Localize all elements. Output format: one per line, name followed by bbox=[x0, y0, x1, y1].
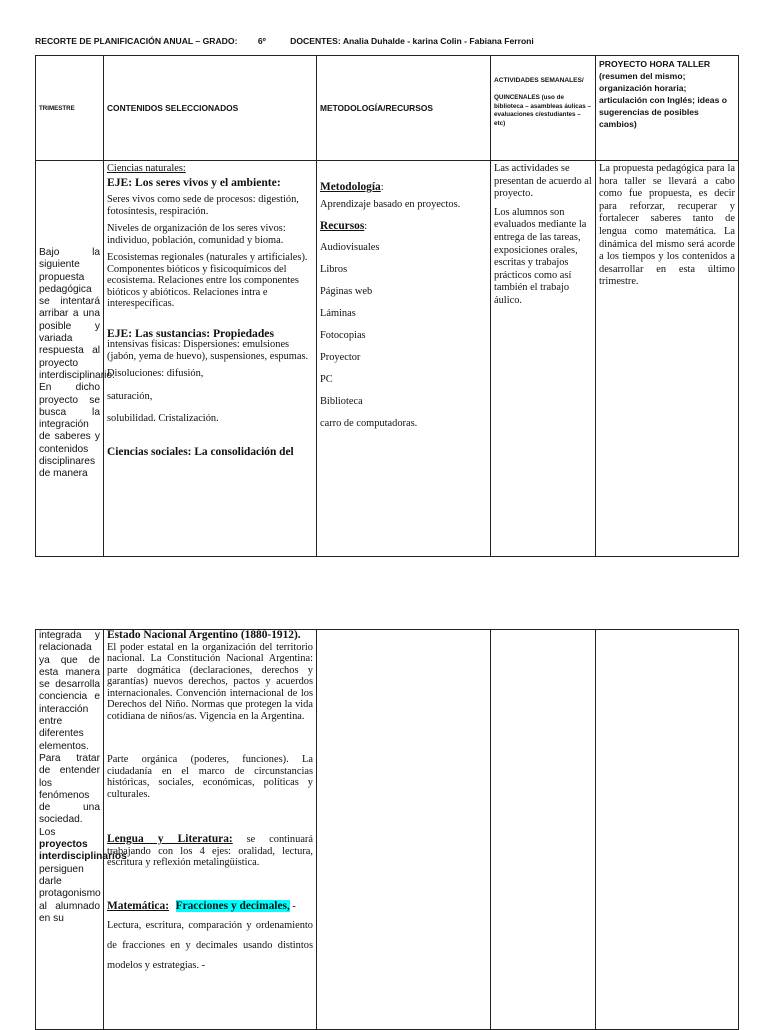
proyecto-cell-continued bbox=[596, 630, 739, 1030]
header-grado: 6º bbox=[257, 36, 266, 46]
contenido-dispersiones: intensivas físicas: Dispersiones: emulsiones (jabón, yema de huevo), suspensiones, espumas. bbox=[107, 339, 309, 362]
planning-table-page2 bbox=[35, 629, 739, 1030]
metodologia-cell bbox=[317, 161, 491, 557]
actividades-cell bbox=[491, 161, 596, 557]
col-header-contenidos: CONTENIDOS SELECCIONADOS bbox=[104, 56, 317, 161]
contenido-matematica bbox=[107, 901, 313, 913]
recurso-item: carro de computadoras. bbox=[320, 418, 418, 429]
metodologia-text: Aprendizaje basado en proyectos. bbox=[320, 199, 461, 210]
contenido-parte-organica: Parte orgánica (poderes, funciones). La ciudadanía en el marco de circunstancias históricas, sociales, económicas, políticas y culturales. bbox=[107, 754, 313, 800]
trimestre-cell-continued bbox=[36, 630, 127, 1030]
trimestre-text-part2c: persiguen darle protagonismo al alumnado en su bbox=[39, 863, 101, 924]
recurso-item: Fotocopias bbox=[320, 330, 366, 341]
cn-title: Ciencias naturales: bbox=[107, 163, 186, 174]
document-header bbox=[35, 36, 534, 46]
trimestre-text-part2b: proyectos interdisciplinarios bbox=[39, 839, 127, 863]
col-header-actividades bbox=[491, 56, 596, 161]
proyecto-cell: La propuesta pedagógica para la hora taller se llevará a cabo como fue propuesta, es decir para reforzar, recuperar y fortalecer saberes tanto de lengua como matemática. La dinámica del mismo será acorde a los tiempos y los contenidos a desarrollar en esta último trimestre. bbox=[596, 161, 739, 557]
cs-title: Ciencias sociales: La consolidación del bbox=[107, 445, 294, 458]
metodologia-cell-continued bbox=[317, 630, 491, 1030]
trimestre-text-part1: Bajo la siguiente propuesta pedagógica se intentará arribar a una posible y variada respuesta al proyecto interdisciplinario. En dicho proyecto se busca la integración de saberes y contenidos disciplinares de manera bbox=[39, 247, 115, 480]
recurso-item: Láminas bbox=[320, 308, 356, 319]
contenido-saturacion: saturación, bbox=[107, 390, 153, 402]
trimestre-text-part2a: integrada y relacionada ya que de esta manera se desarrolla conciencia e interacción entre diferentes elementos. Para tratar de entender los fenómenos de una sociedad. Los bbox=[39, 630, 100, 838]
contenido-solubilidad: solubilidad. Cristalización. bbox=[107, 413, 219, 424]
col-header-proyecto: PROYECTO HORA TALLER (resumen del mismo; organización horaria; articulación con Inglés; ideas o sugerencias de posibles cambios) bbox=[596, 56, 739, 161]
matematica-dash: - bbox=[289, 900, 296, 912]
recurso-item: Audiovisuales bbox=[320, 242, 380, 253]
lengua-title: Lengua y Literatura: bbox=[107, 833, 233, 845]
contenido-lengua bbox=[107, 834, 313, 869]
contenidos-cell bbox=[104, 161, 317, 557]
eje-sustancias: EJE: Las sustancias: Propiedades bbox=[107, 326, 274, 340]
contenido-fracciones: Lectura, escritura, comparación y ordenamiento de fracciones en y decimales usando distintos modelos y estrategias. - bbox=[107, 920, 313, 971]
recursos-label bbox=[320, 220, 487, 233]
matematica-highlight: Fracciones y decimales, bbox=[175, 899, 290, 912]
contenido-niveles: Niveles de organización de los seres vivos: individuo, población, comunidad y bioma. bbox=[107, 223, 286, 246]
eje-seres-vivos: EJE: Los seres vivos y el ambiente: bbox=[107, 175, 281, 189]
col-header-metodologia: METODOLOGÍA/RECURSOS bbox=[317, 56, 491, 161]
recurso-item: PC bbox=[320, 374, 333, 385]
lengua-text: se continuará trabajando con los 4 ejes: oralidad, lectura, escritura y reflexión metalingüística. bbox=[107, 834, 313, 868]
metodologia-colon: : bbox=[380, 182, 384, 193]
col-header-trimestre: TRIMESTRE bbox=[36, 56, 104, 161]
matematica-title: Matemática: bbox=[107, 899, 169, 912]
contenidos-cell-continued bbox=[104, 630, 317, 1030]
recursos-colon: : bbox=[364, 221, 368, 232]
actividades-header-line2: QUINCENALES (uso de biblioteca – asambleas áulicas – evaluaciones c/estudiantes – etc) bbox=[494, 94, 591, 127]
recurso-item: Libros bbox=[320, 264, 348, 275]
contenido-ecosistemas: Ecosistemas regionales (naturales y artificiales). Componentes bióticos y fisicoquímicos del ecosistema. Relaciones entre los componentes bióticos y abióticos. Relaciones intra e interespecíficas. bbox=[107, 252, 308, 309]
planning-table-page1 bbox=[35, 55, 739, 557]
actividades-text-1: Las actividades se presentan de acuerdo al proyecto. bbox=[494, 163, 592, 200]
actividades-header-line1: ACTIVIDADES SEMANALES/ bbox=[494, 77, 584, 84]
actividades-cell-continued bbox=[491, 630, 596, 1030]
metodologia-title: Metodología bbox=[320, 181, 381, 193]
actividades-text-2: Los alumnos son evaluados mediante la entrega de las tareas, exposiciones orales, escritas y trabajos prácticos como así también el trabajo áulico. bbox=[494, 206, 587, 306]
recurso-item: Proyector bbox=[320, 352, 361, 363]
contenido-procesos: Seres vivos como sede de procesos: digestión, fotosíntesis, respiración. bbox=[107, 194, 299, 217]
recurso-item: Biblioteca bbox=[320, 396, 363, 407]
contenido-poder-estatal: El poder estatal en la organización del territorio nacional. La Constitución Nacional Argentina: parte dogmática (declaraciones, derechos y garantías) nuevos derechos, pactos y acuerdos internacionales. Convención internacional de los Derechos del Niño. Normas que protegen la vida cotidiana de niños/as. Vigencia en la Argentina. bbox=[107, 641, 313, 722]
metodologia-label bbox=[320, 181, 487, 194]
cs-title-continued: Estado Nacional Argentino (1880-1912). bbox=[107, 629, 301, 641]
contenido-disoluciones: Disoluciones: difusión, bbox=[107, 368, 204, 379]
recurso-item: Páginas web bbox=[320, 286, 373, 297]
header-docentes: DOCENTES: Analia Duhalde - karina Colin - Fabiana Ferroni bbox=[290, 36, 534, 46]
recursos-title: Recursos bbox=[320, 220, 365, 232]
header-title: RECORTE DE PLANIFICACIÓN ANUAL – GRADO: bbox=[35, 36, 238, 46]
trimestre-cell bbox=[36, 161, 115, 557]
